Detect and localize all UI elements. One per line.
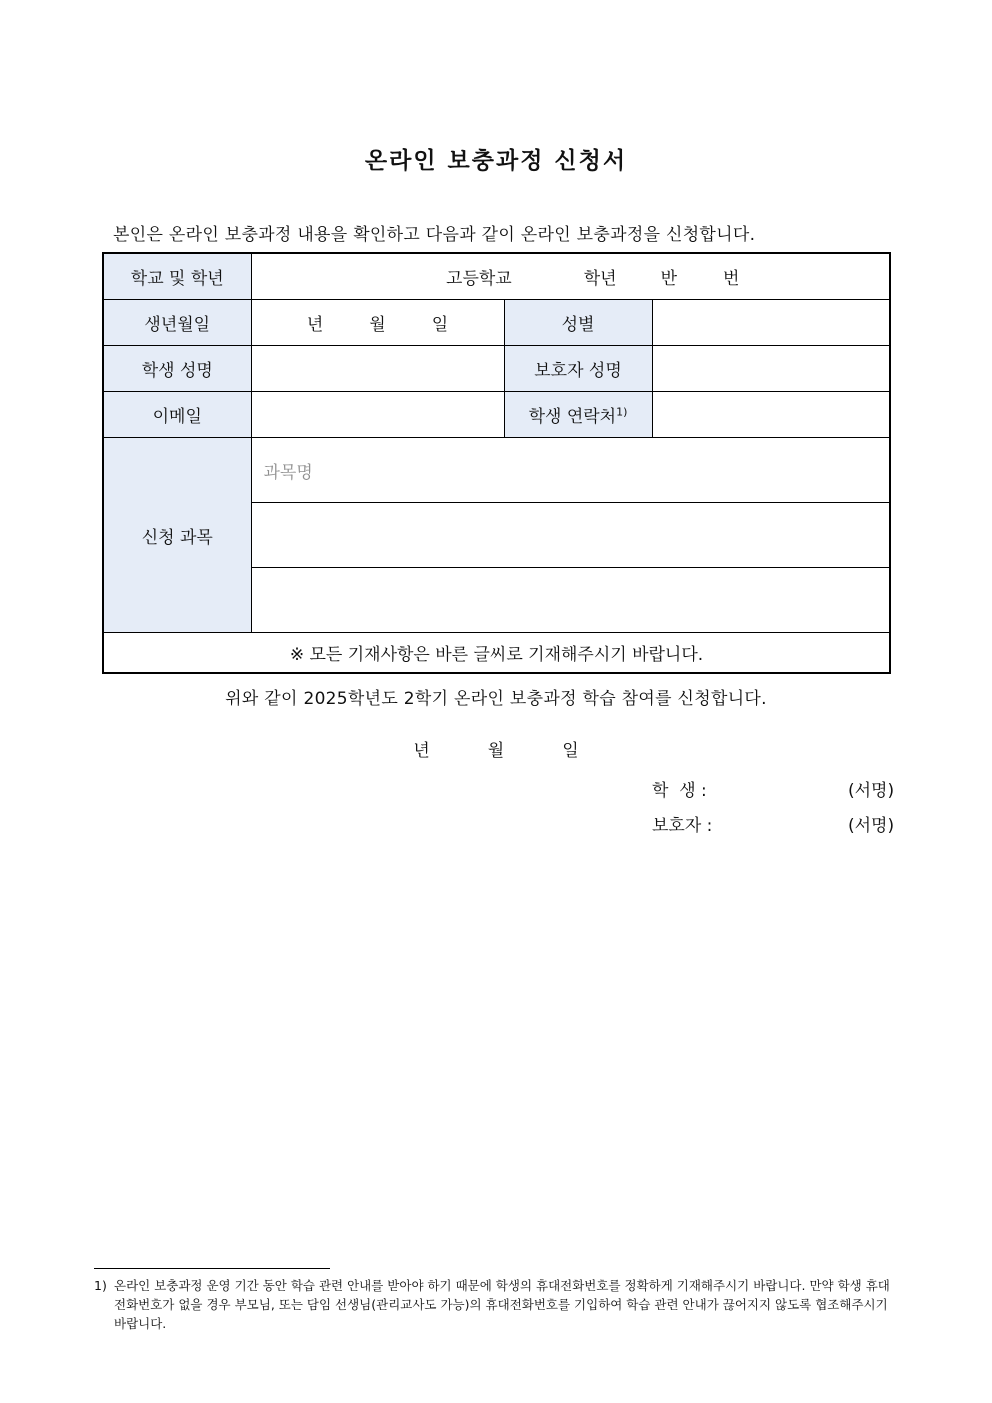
student-signature-mark: (서명)	[848, 781, 895, 801]
course-field-1[interactable]	[251, 438, 890, 503]
course-field-2[interactable]	[251, 503, 890, 568]
intro-text: 본인은 온라인 보충과정 내용을 확인하고 다음과 같이 온라인 보충과정을 신청합니다.	[113, 225, 756, 245]
number-word: 번	[723, 269, 740, 289]
footnote-text: 온라인 보충과정 운영 기간 동안 학습 관련 안내를 받아야 하기 때문에 학생의 휴대전화번호를 정확하게 기재해주시기 바랍니다. 만약 학생 휴대전화번호가 없을 경우 부모님, 또는 담임 선생님(관리교사도 가능)의 휴대전화번호를 기입하여 학습 관련 안내가 끊어지지 않도록 협조해주시기 바랍니다.	[114, 1278, 890, 1331]
footnote-ref: 1)	[616, 405, 628, 419]
footnote-number: 1)	[94, 1278, 107, 1293]
email-label: 이메일	[103, 392, 251, 438]
application-date[interactable]	[0, 736, 992, 761]
application-form-table	[102, 252, 891, 674]
student-contact-field[interactable]	[652, 392, 890, 438]
birth-year-word: 년	[306, 315, 324, 335]
gender-label: 성별	[504, 300, 652, 346]
birth-month-word: 월	[369, 315, 386, 335]
student-name-label: 학생 성명	[103, 346, 251, 392]
guardian-name-label: 보호자 성명	[504, 346, 652, 392]
guardian-signature-line[interactable]	[652, 811, 895, 836]
student-contact-text: 학생 연락처	[528, 407, 617, 427]
guardian-name-field[interactable]	[652, 346, 890, 392]
footnote-divider	[94, 1268, 330, 1269]
school-suffix: 고등학교	[446, 269, 512, 289]
email-field[interactable]	[251, 392, 504, 438]
notice-text: ※ 모든 기재사항은 바른 글씨로 기재해주시기 바랍니다.	[103, 633, 890, 674]
gender-field[interactable]	[652, 300, 890, 346]
student-name-field[interactable]	[251, 346, 504, 392]
birth-field[interactable]	[251, 300, 504, 346]
student-signature-line[interactable]	[652, 776, 895, 801]
date-month-word: 월	[487, 741, 505, 761]
date-day-word: 일	[562, 741, 579, 761]
school-grade-field[interactable]	[251, 253, 890, 300]
course-label: 신청 과목	[103, 438, 251, 633]
course-placeholder: 과목명	[263, 462, 313, 483]
birth-label: 생년월일	[103, 300, 251, 346]
guardian-signature-mark: (서명)	[848, 816, 895, 836]
guardian-signature-label: 보호자 :	[652, 816, 713, 836]
birth-day-word: 일	[431, 315, 449, 335]
application-statement: 위와 같이 2025학년도 2학기 온라인 보충과정 학습 참여를 신청합니다.	[225, 689, 767, 709]
date-year-word: 년	[413, 741, 430, 761]
class-word: 반	[660, 269, 678, 289]
footnote	[94, 1276, 898, 1333]
student-contact-label	[504, 392, 652, 438]
school-grade-label: 학교 및 학년	[103, 253, 251, 300]
grade-word: 학년	[583, 269, 617, 289]
student-signature-label: 학 생 :	[652, 781, 707, 801]
page-title: 온라인 보충과정 신청서	[364, 148, 628, 174]
course-field-3[interactable]	[251, 568, 890, 633]
